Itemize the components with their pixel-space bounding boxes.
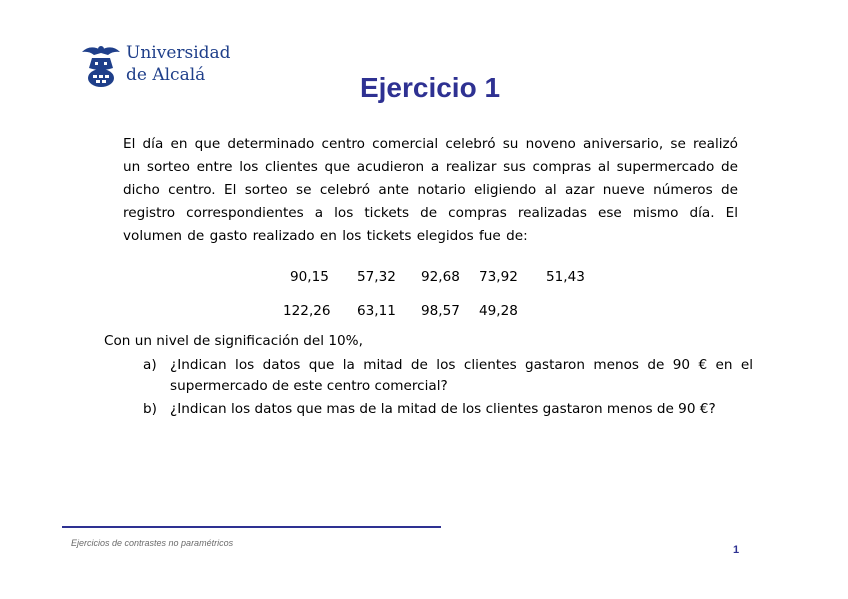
value-cell: 51,43 bbox=[546, 269, 585, 285]
question-label: b) bbox=[143, 401, 157, 417]
page-title: Ejercicio 1 bbox=[359, 72, 501, 103]
footer-text: Ejercicios de contrastes no paramétricos bbox=[71, 538, 234, 548]
value-cell: 73,92 bbox=[479, 269, 518, 285]
question-lead: Con un nivel de significación del 10%, bbox=[104, 333, 363, 349]
value-cell: 49,28 bbox=[479, 303, 518, 319]
value-cell: 92,68 bbox=[421, 269, 460, 285]
question-a bbox=[143, 355, 753, 397]
value-cell: 63,11 bbox=[357, 303, 396, 319]
footer-rule bbox=[62, 526, 441, 528]
page-number: 1 bbox=[733, 544, 740, 556]
question-text: ¿Indican los datos que mas de la mitad de los clientes gastaron menos de 90 €? bbox=[170, 401, 716, 417]
question-b bbox=[143, 399, 753, 420]
value-cell: 57,32 bbox=[357, 269, 396, 285]
problem-statement: El día en que determinado centro comercial celebró su noveno aniversario, se realizó un sorteo entre los clientes que acudieron a realizar sus compras al supermercado de dicho centro. El sorteo se celebró ante notario eligiendo al azar nueve números de registro correspondientes a los tickets de compras realizadas ese mismo día. El volumen de gasto realizado en los tickets elegidos fue de: bbox=[123, 136, 738, 244]
value-cell: 122,26 bbox=[283, 303, 331, 319]
question-text: ¿Indican los datos que la mitad de los clientes gastaron menos de 90 € en el supermercado de este centro comercial? bbox=[170, 357, 753, 394]
logo-line-1: Universidad bbox=[126, 43, 231, 63]
value-cell: 98,57 bbox=[421, 303, 460, 319]
question-label: a) bbox=[143, 357, 157, 373]
value-cell: 90,15 bbox=[290, 269, 329, 285]
logo-line-2: de Alcalá bbox=[126, 65, 206, 85]
